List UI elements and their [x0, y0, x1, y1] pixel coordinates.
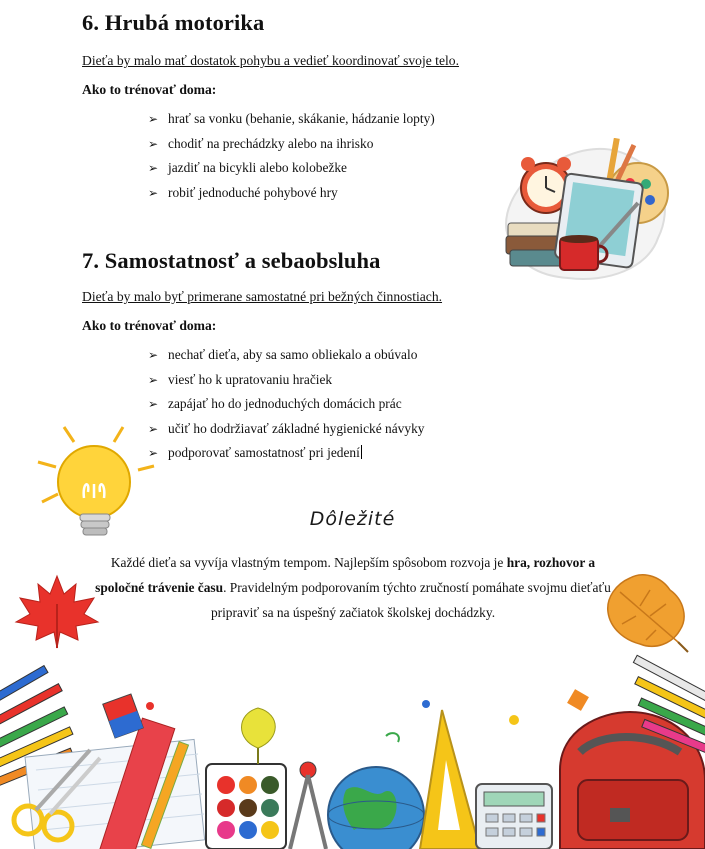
school-sticker-icon	[498, 138, 673, 286]
arrow-bullet-icon: ➢	[148, 372, 159, 387]
arrow-bullet-icon: ➢	[148, 397, 159, 412]
list-item: ➢ nechať dieťa, aby sa samo obliekalo a obúvalo	[148, 347, 418, 362]
arrow-bullet-icon: ➢	[148, 136, 159, 151]
howto-label-gross-motor: Ako to trénovať doma:	[82, 82, 217, 97]
list-item: ➢ učiť ho dodržiavať základné hygienické návyky	[148, 420, 425, 436]
list-item: ➢ jazdiť na bicykli alebo kolobežke	[148, 160, 347, 176]
school-supplies-border-icon	[0, 640, 705, 849]
important-text-bold: hra, rozhovor a spoločné trávenie času	[95, 555, 596, 595]
text-cursor	[361, 445, 362, 459]
howto-label-independence: Ako to trénovať doma:	[82, 318, 217, 333]
list-item: ➢ chodiť na prechádzky alebo na ihrisko	[148, 135, 374, 151]
bullet-list-gross-motor	[148, 111, 435, 209]
red-maple-leaf-icon	[14, 574, 100, 650]
list-item[interactable]: ➢ podporovať samostatnosť pri jedení	[148, 445, 360, 461]
important-title: Dôležité	[309, 508, 396, 530]
section-heading-gross-motor: 6. Hrubá motorika	[82, 10, 265, 35]
arrow-bullet-icon: ➢	[148, 446, 159, 461]
list-item: ➢ hrať sa vonku (behanie, skákanie, hádzanie lopty)	[148, 111, 435, 126]
section-heading-independence: 7. Samostatnosť a sebaobsluha	[82, 248, 381, 273]
arrow-bullet-icon: ➢	[148, 421, 159, 436]
arrow-bullet-icon: ➢	[148, 112, 159, 126]
section-intro-independence: Dieťa by malo byť primerane samostatné pri bežných činnostiach.	[82, 289, 443, 304]
arrow-bullet-icon: ➢	[148, 185, 159, 200]
arrow-bullet-icon: ➢	[148, 348, 159, 362]
list-item: ➢ robiť jednoduché pohybové hry	[148, 184, 338, 200]
arrow-bullet-icon: ➢	[148, 161, 159, 176]
section-intro-gross-motor: Dieťa by malo mať dostatok pohybu a vedieť koordinovať svoje telo.	[82, 53, 459, 68]
list-item: ➢ zapájať ho do jednoduchých domácich prác	[148, 396, 402, 412]
light-bulb-icon	[28, 422, 158, 544]
list-item: ➢ viesť ho k upratovaniu hračiek	[148, 371, 333, 387]
bullet-list-independence	[148, 347, 424, 470]
important-text: Každé dieťa sa vyvíja vlastným tempom. Najlepším spôsobom rozvoja je hra, rozhovor a spoločné trávenie času. Pravidelným podporovaním týchto zručností pomáhate svojmu dieťaťu pripraviť sa na úspešný začiatok školskej dochádzky.	[95, 555, 611, 620]
